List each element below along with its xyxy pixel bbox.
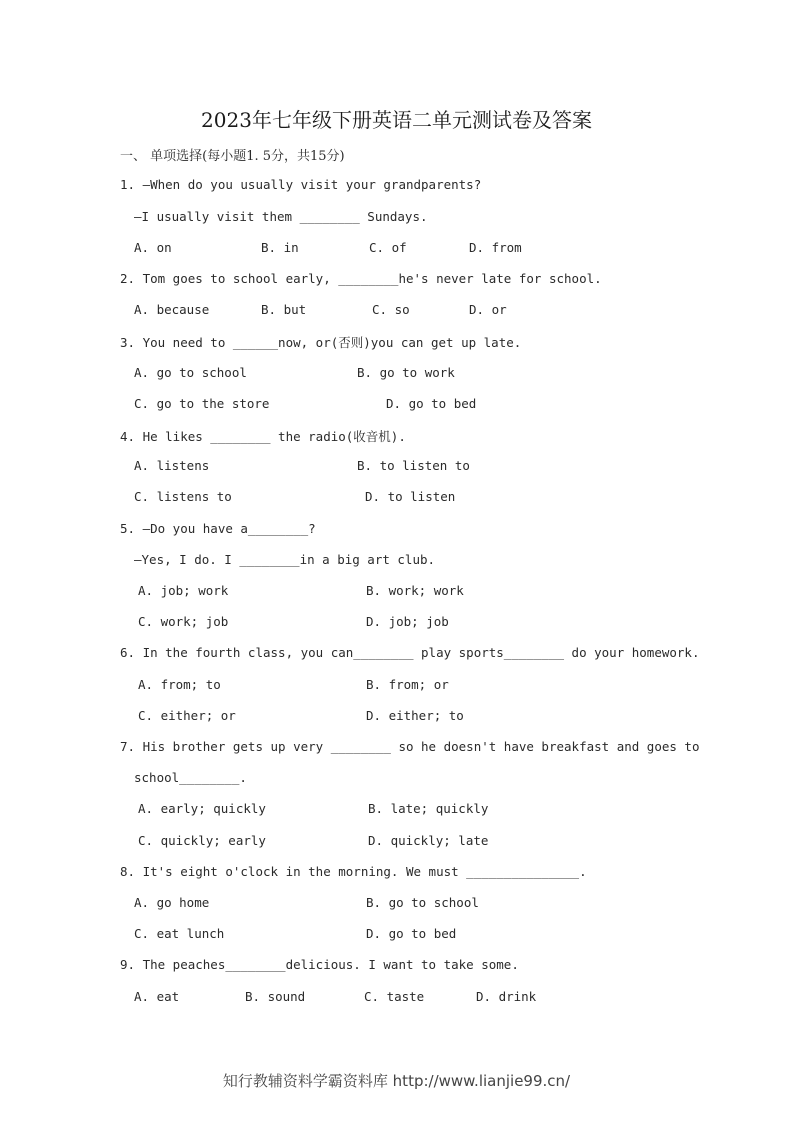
question-2-option-a: A. because xyxy=(134,302,210,317)
question-3-option-a: A. go to school xyxy=(134,365,247,380)
question-1-option-d: D. from xyxy=(469,240,522,255)
question-6-option-c: C. either; or xyxy=(138,708,236,723)
question-2-option-b: B. but xyxy=(261,302,307,317)
question-3-stem: 3. You need to ______now, or(否则)you can get up late. xyxy=(120,335,522,350)
question-1-stem: 1. —When do you usually visit your grandparents? xyxy=(120,177,482,192)
question-9-stem: 9. The peaches________delicious. I want to take some. xyxy=(120,957,519,972)
question-2-option-d: D. or xyxy=(469,302,507,317)
question-9-option-a: A. eat xyxy=(134,989,180,1004)
question-7-option-c: C. quickly; early xyxy=(138,833,266,848)
question-2-option-c: C. so xyxy=(372,302,410,317)
question-4-option-a: A. listens xyxy=(134,458,210,473)
question-7-option-b: B. late; quickly xyxy=(368,801,489,816)
question-7-option-d: D. quickly; late xyxy=(368,833,489,848)
question-8-option-d: D. go to bed xyxy=(366,926,457,941)
question-8-stem: 8. It's eight o'clock in the morning. We must _______________. xyxy=(120,864,587,879)
question-4-stem: 4. He likes ________ the radio(收音机). xyxy=(120,429,406,444)
question-5-option-a: A. job; work xyxy=(138,583,229,598)
question-5-stem: 5. —Do you have a________? xyxy=(120,521,316,536)
question-5-option-b: B. work; work xyxy=(366,583,464,598)
question-4-option-b: B. to listen to xyxy=(357,458,470,473)
question-9-option-d: D. drink xyxy=(476,989,537,1004)
question-8-option-c: C. eat lunch xyxy=(134,926,225,941)
question-4-option-c: C. listens to xyxy=(134,489,232,504)
question-4-option-d: D. to listen xyxy=(365,489,456,504)
question-3-option-c: C. go to the store xyxy=(134,396,270,411)
question-1-stem-line2: —I usually visit them ________ Sundays. xyxy=(134,209,428,224)
question-8-option-b: B. go to school xyxy=(366,895,479,910)
question-9-option-c: C. taste xyxy=(364,989,425,1004)
question-1-option-c: C. of xyxy=(369,240,407,255)
question-1-option-b: B. in xyxy=(261,240,299,255)
question-5-option-c: C. work; job xyxy=(138,614,229,629)
page-title: 2023年七年级下册英语二单元测试卷及答案 xyxy=(201,108,592,132)
question-9-option-b: B. sound xyxy=(245,989,306,1004)
question-7-stem-line2: school________. xyxy=(134,770,247,785)
question-6-option-d: D. either; to xyxy=(366,708,464,723)
question-6-option-a: A. from; to xyxy=(138,677,221,692)
section-heading: 一、 单项选择(每小题1. 5分，共15分) xyxy=(120,149,345,164)
question-5-option-d: D. job; job xyxy=(366,614,449,629)
question-5-stem-line2: —Yes, I do. I ________in a big art club. xyxy=(134,552,436,567)
question-8-option-a: A. go home xyxy=(134,895,210,910)
footer-watermark: 知行教辅资料学霸资料库 http://www.lianjie99.cn/ xyxy=(222,1072,571,1090)
question-6-option-b: B. from; or xyxy=(366,677,449,692)
question-6-stem: 6. In the fourth class, you can________ play sports________ do your homework. xyxy=(120,645,700,660)
question-7-stem: 7. His brother gets up very ________ so he doesn't have breakfast and goes to xyxy=(120,739,700,754)
question-1-option-a: A. on xyxy=(134,240,172,255)
question-3-option-b: B. go to work xyxy=(357,365,455,380)
question-3-option-d: D. go to bed xyxy=(386,396,477,411)
question-7-option-a: A. early; quickly xyxy=(138,801,266,816)
question-2-stem: 2. Tom goes to school early, ________he's never late for school. xyxy=(120,271,602,286)
